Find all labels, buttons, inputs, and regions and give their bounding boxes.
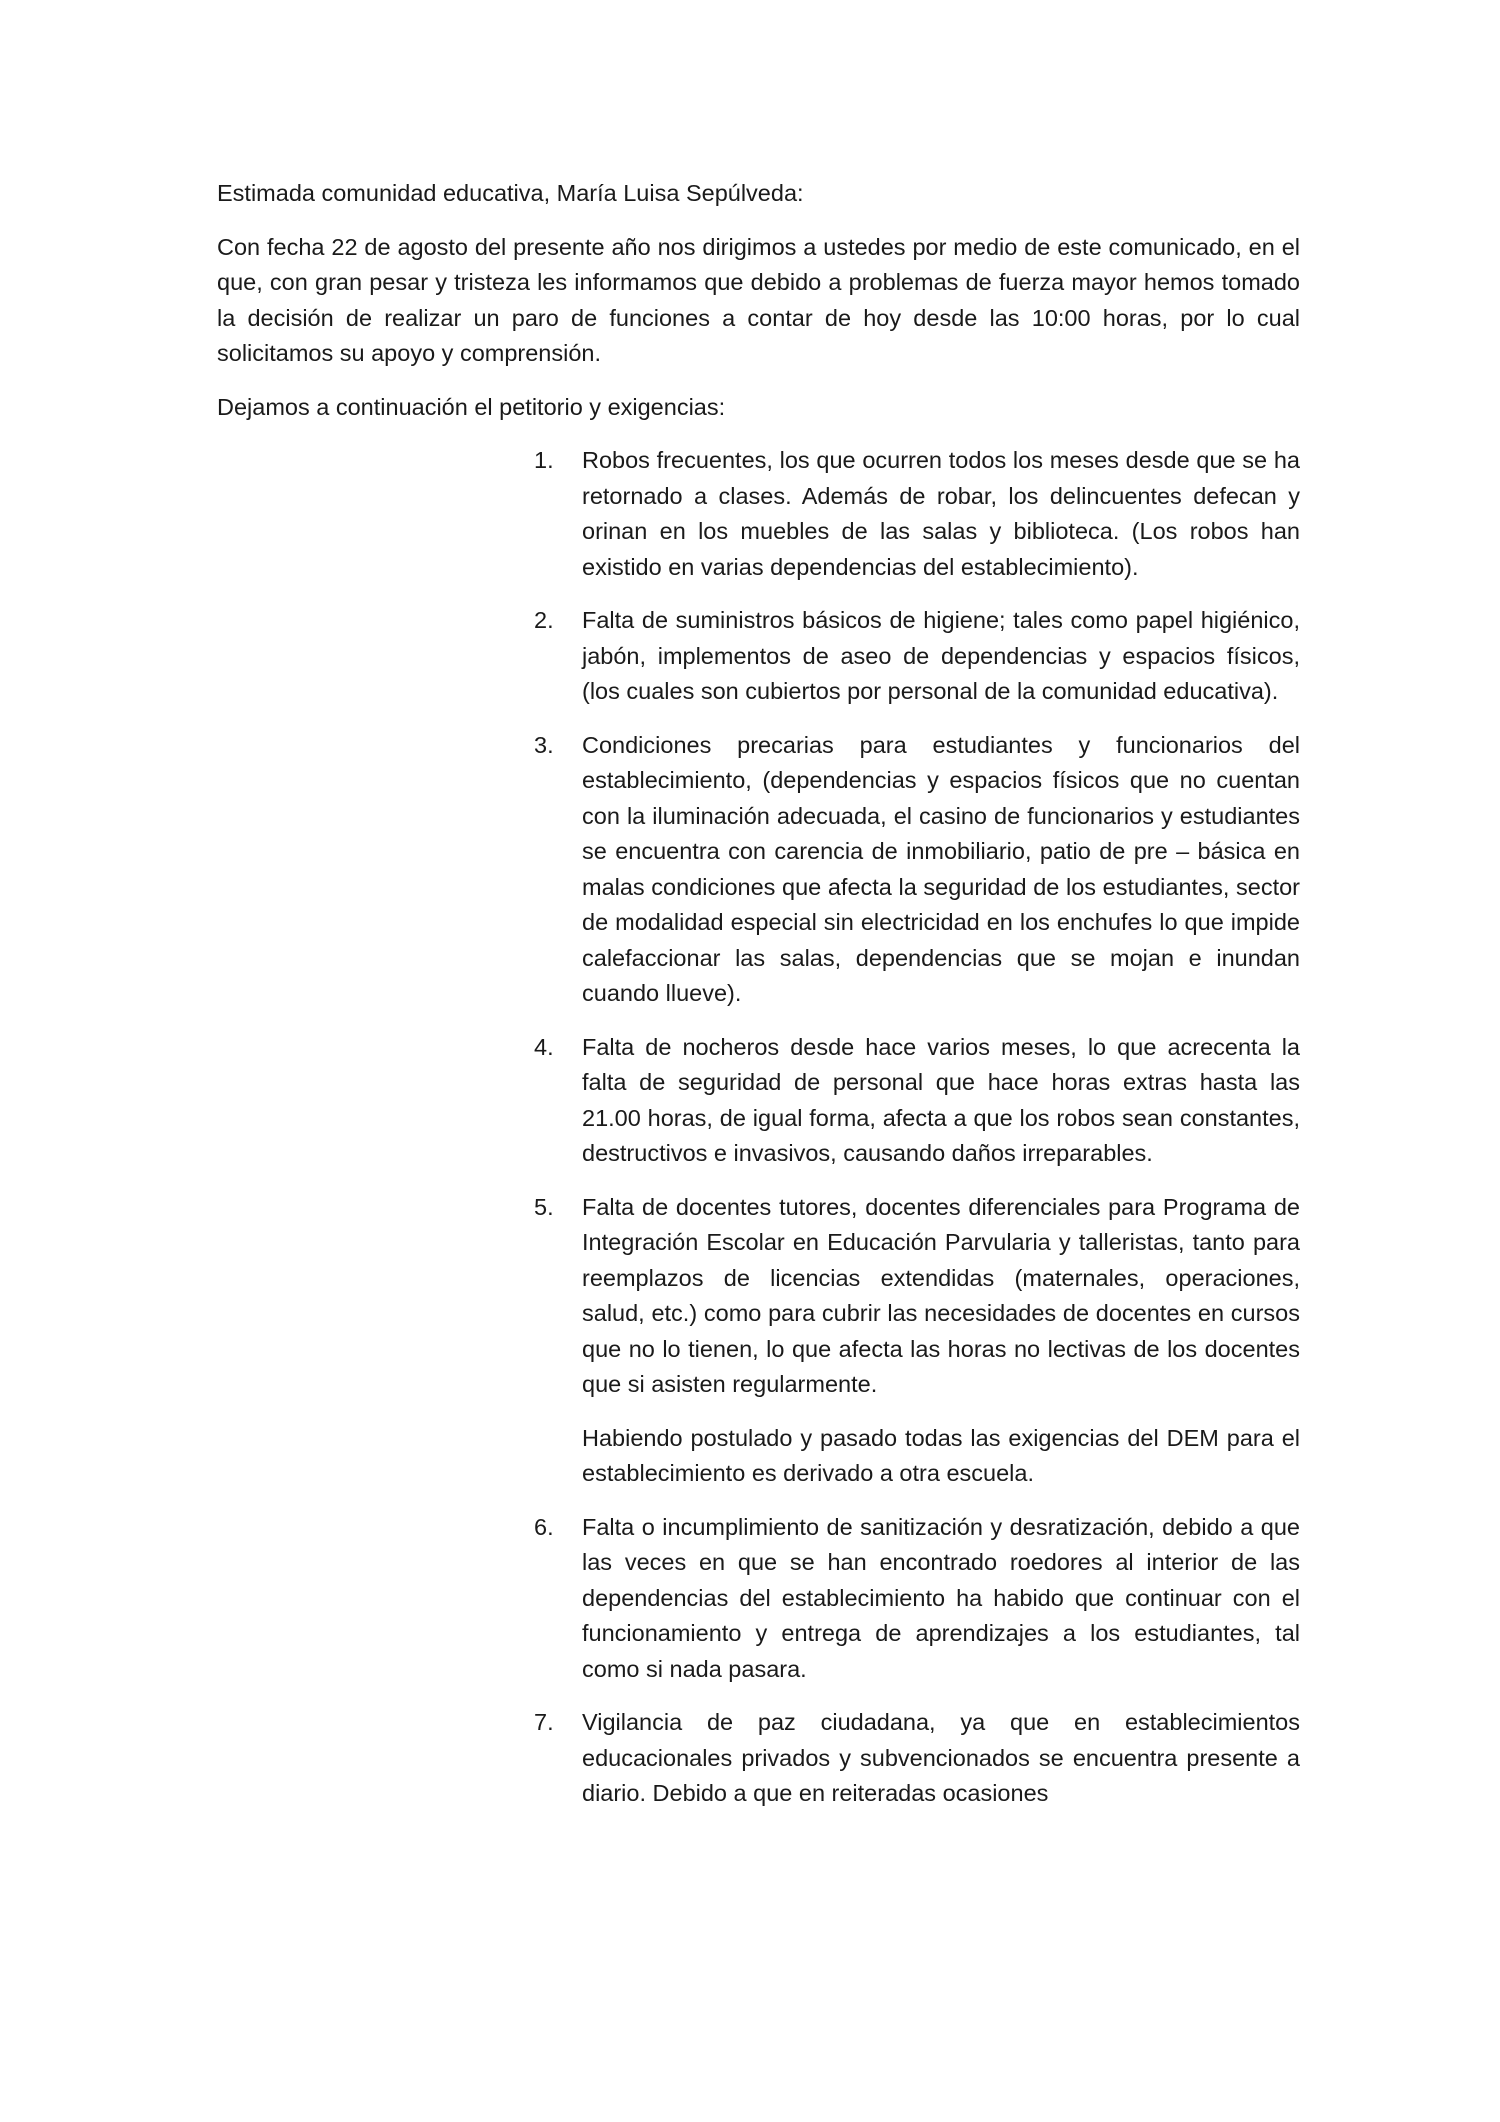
list-item-text: Vigilancia de paz ciudadana, ya que en establecimientos educacionales privados y subvencionados se encuentra presente a diario. Debido a que en reiteradas ocasiones <box>582 1709 1300 1806</box>
list-item-number: 7. <box>534 1709 554 1735</box>
list-item <box>534 728 1300 1012</box>
list-intro: Dejamos a continuación el petitorio y exigencias: <box>217 393 726 420</box>
list-item-text: Condiciones precarias para estudiantes y funcionarios del establecimiento, (dependencias y espacios físicos que no cuentan con la iluminación adecuada, el casino de funcionarios y estudiantes se encuentra con carencia de inmobiliario, patio de pre – básica en malas condiciones que afecta la seguridad de los estudiantes, sector de modalidad especial sin electricidad en los enchufes lo que impide calefaccionar las salas, dependencias que se mojan e inundan cuando llueve). <box>582 731 1300 1006</box>
list-item <box>534 603 1300 710</box>
list-item <box>534 443 1300 585</box>
salutation: Estimada comunidad educativa, María Luisa Sepúlveda: <box>217 180 804 206</box>
list-item-text: Falta o incumplimiento de sanitización y desratización, debido a que las veces en que se han encontrado roedores al interior de las dependencias del establecimiento ha habido que continuar con el funcionamiento y entrega de aprendizajes a los estudiantes, tal como si nada pasara. <box>582 1513 1300 1682</box>
letter-body <box>217 176 1300 1830</box>
list-item-number: 6. <box>534 1513 554 1540</box>
list-item-number: 1. <box>534 447 554 473</box>
list-item-note: Habiendo postulado y pasado todas las exigencias del DEM para el establecimiento es derivado a otra escuela. <box>582 1424 1300 1486</box>
list-item-number: 2. <box>534 607 554 633</box>
list-item-text: Falta de suministros básicos de higiene; tales como papel higiénico, jabón, implementos de aseo de dependencias y espacios físicos, (los cuales son cubiertos por personal de la comunidad educativa). <box>582 607 1300 704</box>
demands-list <box>534 443 1300 1812</box>
intro-paragraph: Con fecha 22 de agosto del presente año nos dirigimos a ustedes por medio de este comunicado, en el que, con gran pesar y tristeza les informamos que debido a problemas de fuerza mayor hemos tomado la decisión de realizar un paro de funciones a contar de hoy desde las 10:00 horas, por lo cual solicitamos su apoyo y comprensión. <box>217 233 1300 366</box>
list-item <box>534 1030 1300 1172</box>
list-item-text: Falta de nocheros desde hace varios meses, lo que acrecenta la falta de seguridad de personal que hace horas extras hasta las 21.00 horas, de igual forma, afecta a que los robos sean constantes, destructivos e invasivos, causando daños irreparables. <box>582 1033 1300 1166</box>
list-item-text: Robos frecuentes, los que ocurren todos los meses desde que se ha retornado a clases. Además de robar, los delincuentes defecan y orinan en los muebles de las salas y biblioteca. (Los robos han existido en varias dependencias del establecimiento). <box>582 447 1300 580</box>
list-item-text: Falta de docentes tutores, docentes diferenciales para Programa de Integración Escolar en Educación Parvularia y talleristas, tanto para reemplazos de licencias extendidas (maternales, operaciones, salud, etc.) como para cubrir las necesidades de docentes en cursos que no lo tienen, lo que afecta las horas no lectivas de los docentes que si asisten regularmente. <box>582 1193 1300 1397</box>
list-item-number: 4. <box>534 1033 554 1060</box>
list-item-number: 5. <box>534 1193 554 1220</box>
list-item <box>534 1705 1300 1812</box>
list-item <box>534 1190 1300 1492</box>
list-item <box>534 1510 1300 1688</box>
list-item-number: 3. <box>534 731 554 758</box>
